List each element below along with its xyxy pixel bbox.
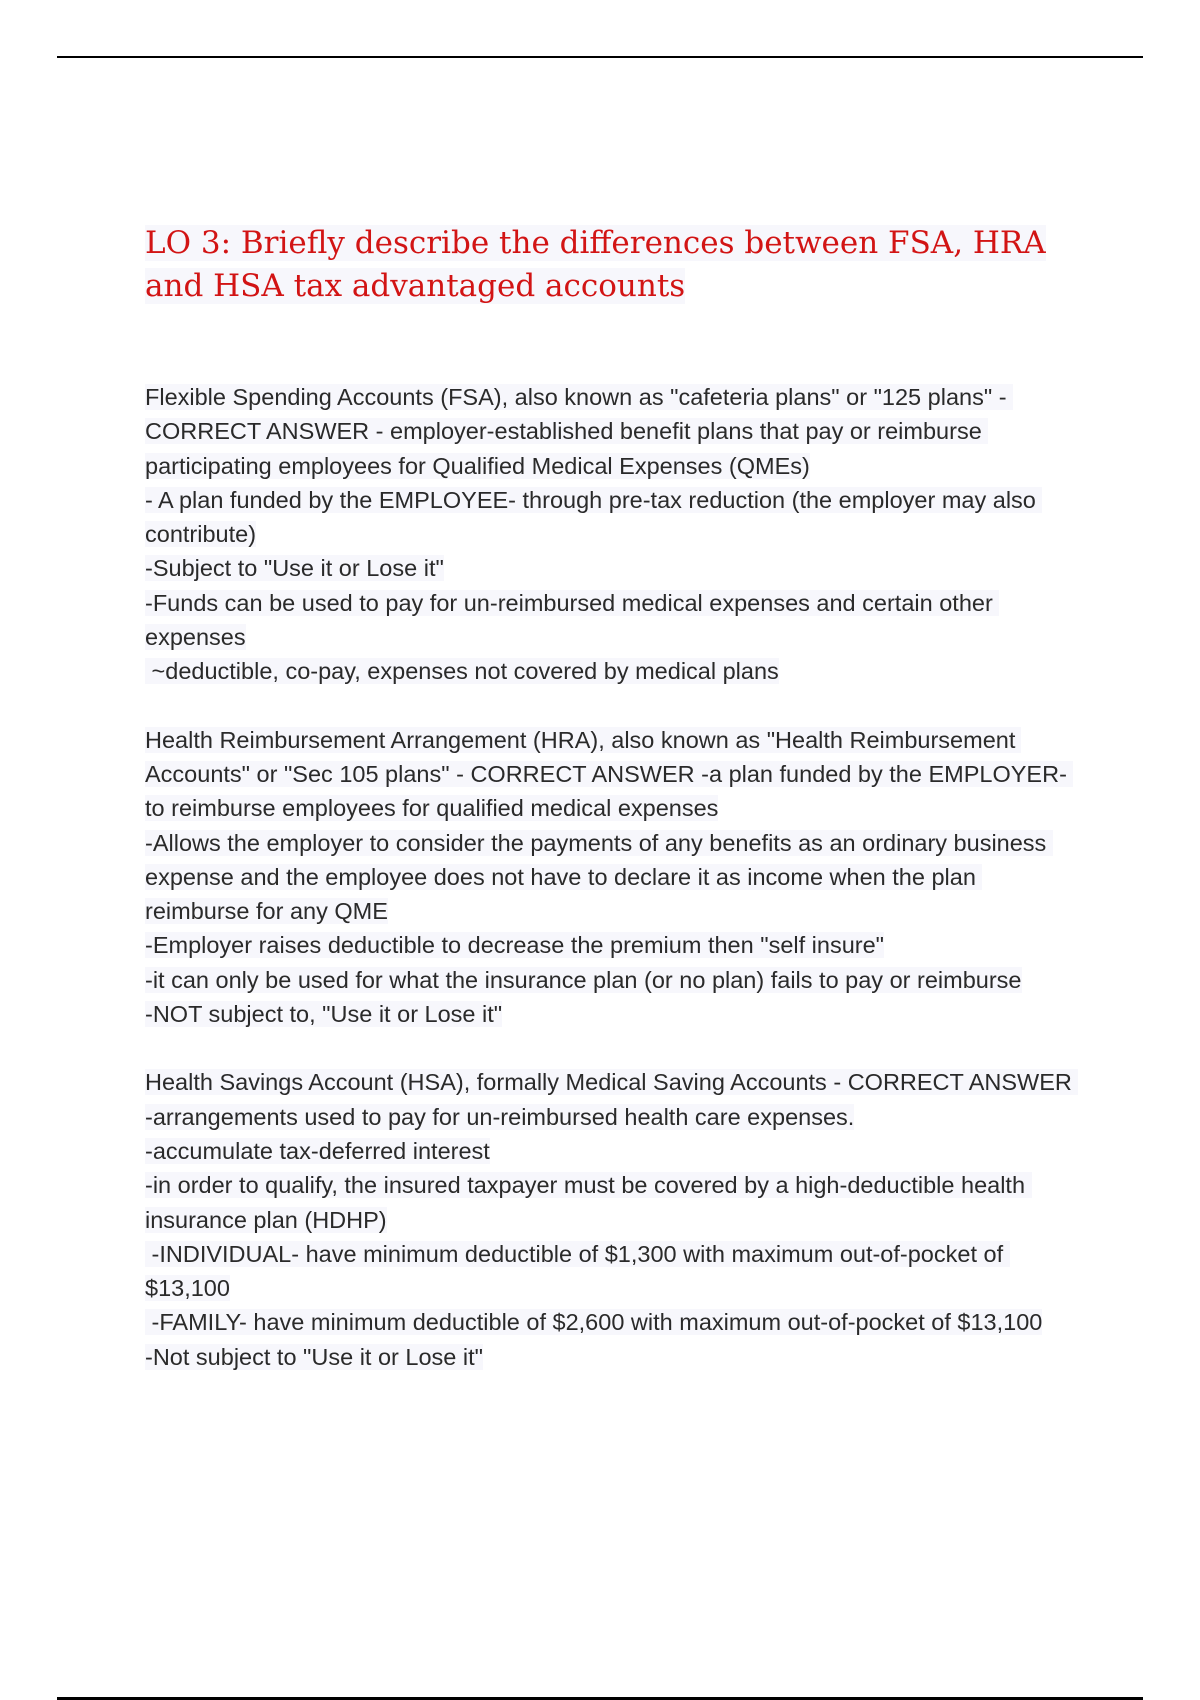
- section-line: [145, 551, 1085, 585]
- section-line-text: ~deductible, co-pay, expenses not covered by medical plans: [145, 658, 779, 685]
- answer-sections: [145, 380, 1085, 1374]
- section-line-text: - A plan funded by the EMPLOYEE- through pre-tax reduction (the employer may also contribute): [145, 486, 1043, 548]
- section-line-text: -Allows the employer to consider the payments of any benefits as an ordinary business expense and the employee does not have to declare it as income when the plan reimburse for any QME: [145, 829, 1053, 925]
- section-line-text: -it can only be used for what the insurance plan (or no plan) fails to pay or reimburse: [145, 966, 1022, 993]
- section-line-text: -Employer raises deductible to decrease the premium then "self insure": [145, 932, 885, 959]
- section-fsa: [145, 380, 1085, 689]
- document-title: [145, 222, 1085, 308]
- section-line-text: -INDIVIDUAL- have minimum deductible of $1,300 with maximum out-of-pocket of $13,100: [145, 1240, 1010, 1302]
- section-line: [145, 723, 1085, 826]
- section-line: [145, 1305, 1085, 1339]
- section-line: [145, 1134, 1085, 1168]
- section-line: [145, 1237, 1085, 1306]
- section-line: [145, 997, 1085, 1031]
- section-line: [145, 963, 1085, 997]
- section-line: [145, 1340, 1085, 1374]
- section-line: [145, 928, 1085, 962]
- section-hra: [145, 723, 1085, 1032]
- section-line: [145, 826, 1085, 929]
- section-line: [145, 1065, 1085, 1134]
- section-hsa: [145, 1065, 1085, 1374]
- section-line-text: -NOT subject to, "Use it or Lose it": [145, 1001, 503, 1028]
- section-line-text: -in order to qualify, the insured taxpayer must be covered by a high-deductible health insurance plan (HDHP): [145, 1172, 1032, 1233]
- document-body: [145, 222, 1085, 1408]
- section-line: [145, 1168, 1085, 1237]
- section-line-text: -accumulate tax-deferred interest: [145, 1137, 490, 1164]
- section-line: [145, 380, 1085, 483]
- document-title-text: LO 3: Briefly describe the differences between FSA, HRA and HSA tax advantaged accounts: [145, 225, 1046, 304]
- section-line-text: -FAMILY- have minimum deductible of $2,600 with maximum out-of-pocket of $13,100: [145, 1309, 1043, 1336]
- section-line: [145, 654, 1085, 688]
- section-line: [145, 586, 1085, 655]
- section-line-text: Health Savings Account (HSA), formally Medical Saving Accounts - CORRECT ANSWER -arrangements used to pay for un-reimbursed health care expenses.: [145, 1069, 1079, 1130]
- section-line-text: -Not subject to "Use it or Lose it": [145, 1343, 483, 1370]
- section-line-text: -Funds can be used to pay for un-reimbursed medical expenses and certain other expenses: [145, 589, 1000, 651]
- top-rule: [57, 56, 1143, 58]
- section-line-text: Flexible Spending Accounts (FSA), also known as "cafeteria plans" or "125 plans" - CORRECT ANSWER - employer-established benefit plans that pay or reimburse participating employees for Qualified Medical Expenses (QMEs): [145, 384, 1014, 479]
- section-line-text: Health Reimbursement Arrangement (HRA), also known as "Health Reimbursement Accounts" or "Sec 105 plans" - CORRECT ANSWER -a plan funded by the EMPLOYER- to reimburse employees for qualified medical expenses: [145, 726, 1074, 822]
- section-line-text: -Subject to "Use it or Lose it": [145, 555, 444, 582]
- section-line: [145, 483, 1085, 552]
